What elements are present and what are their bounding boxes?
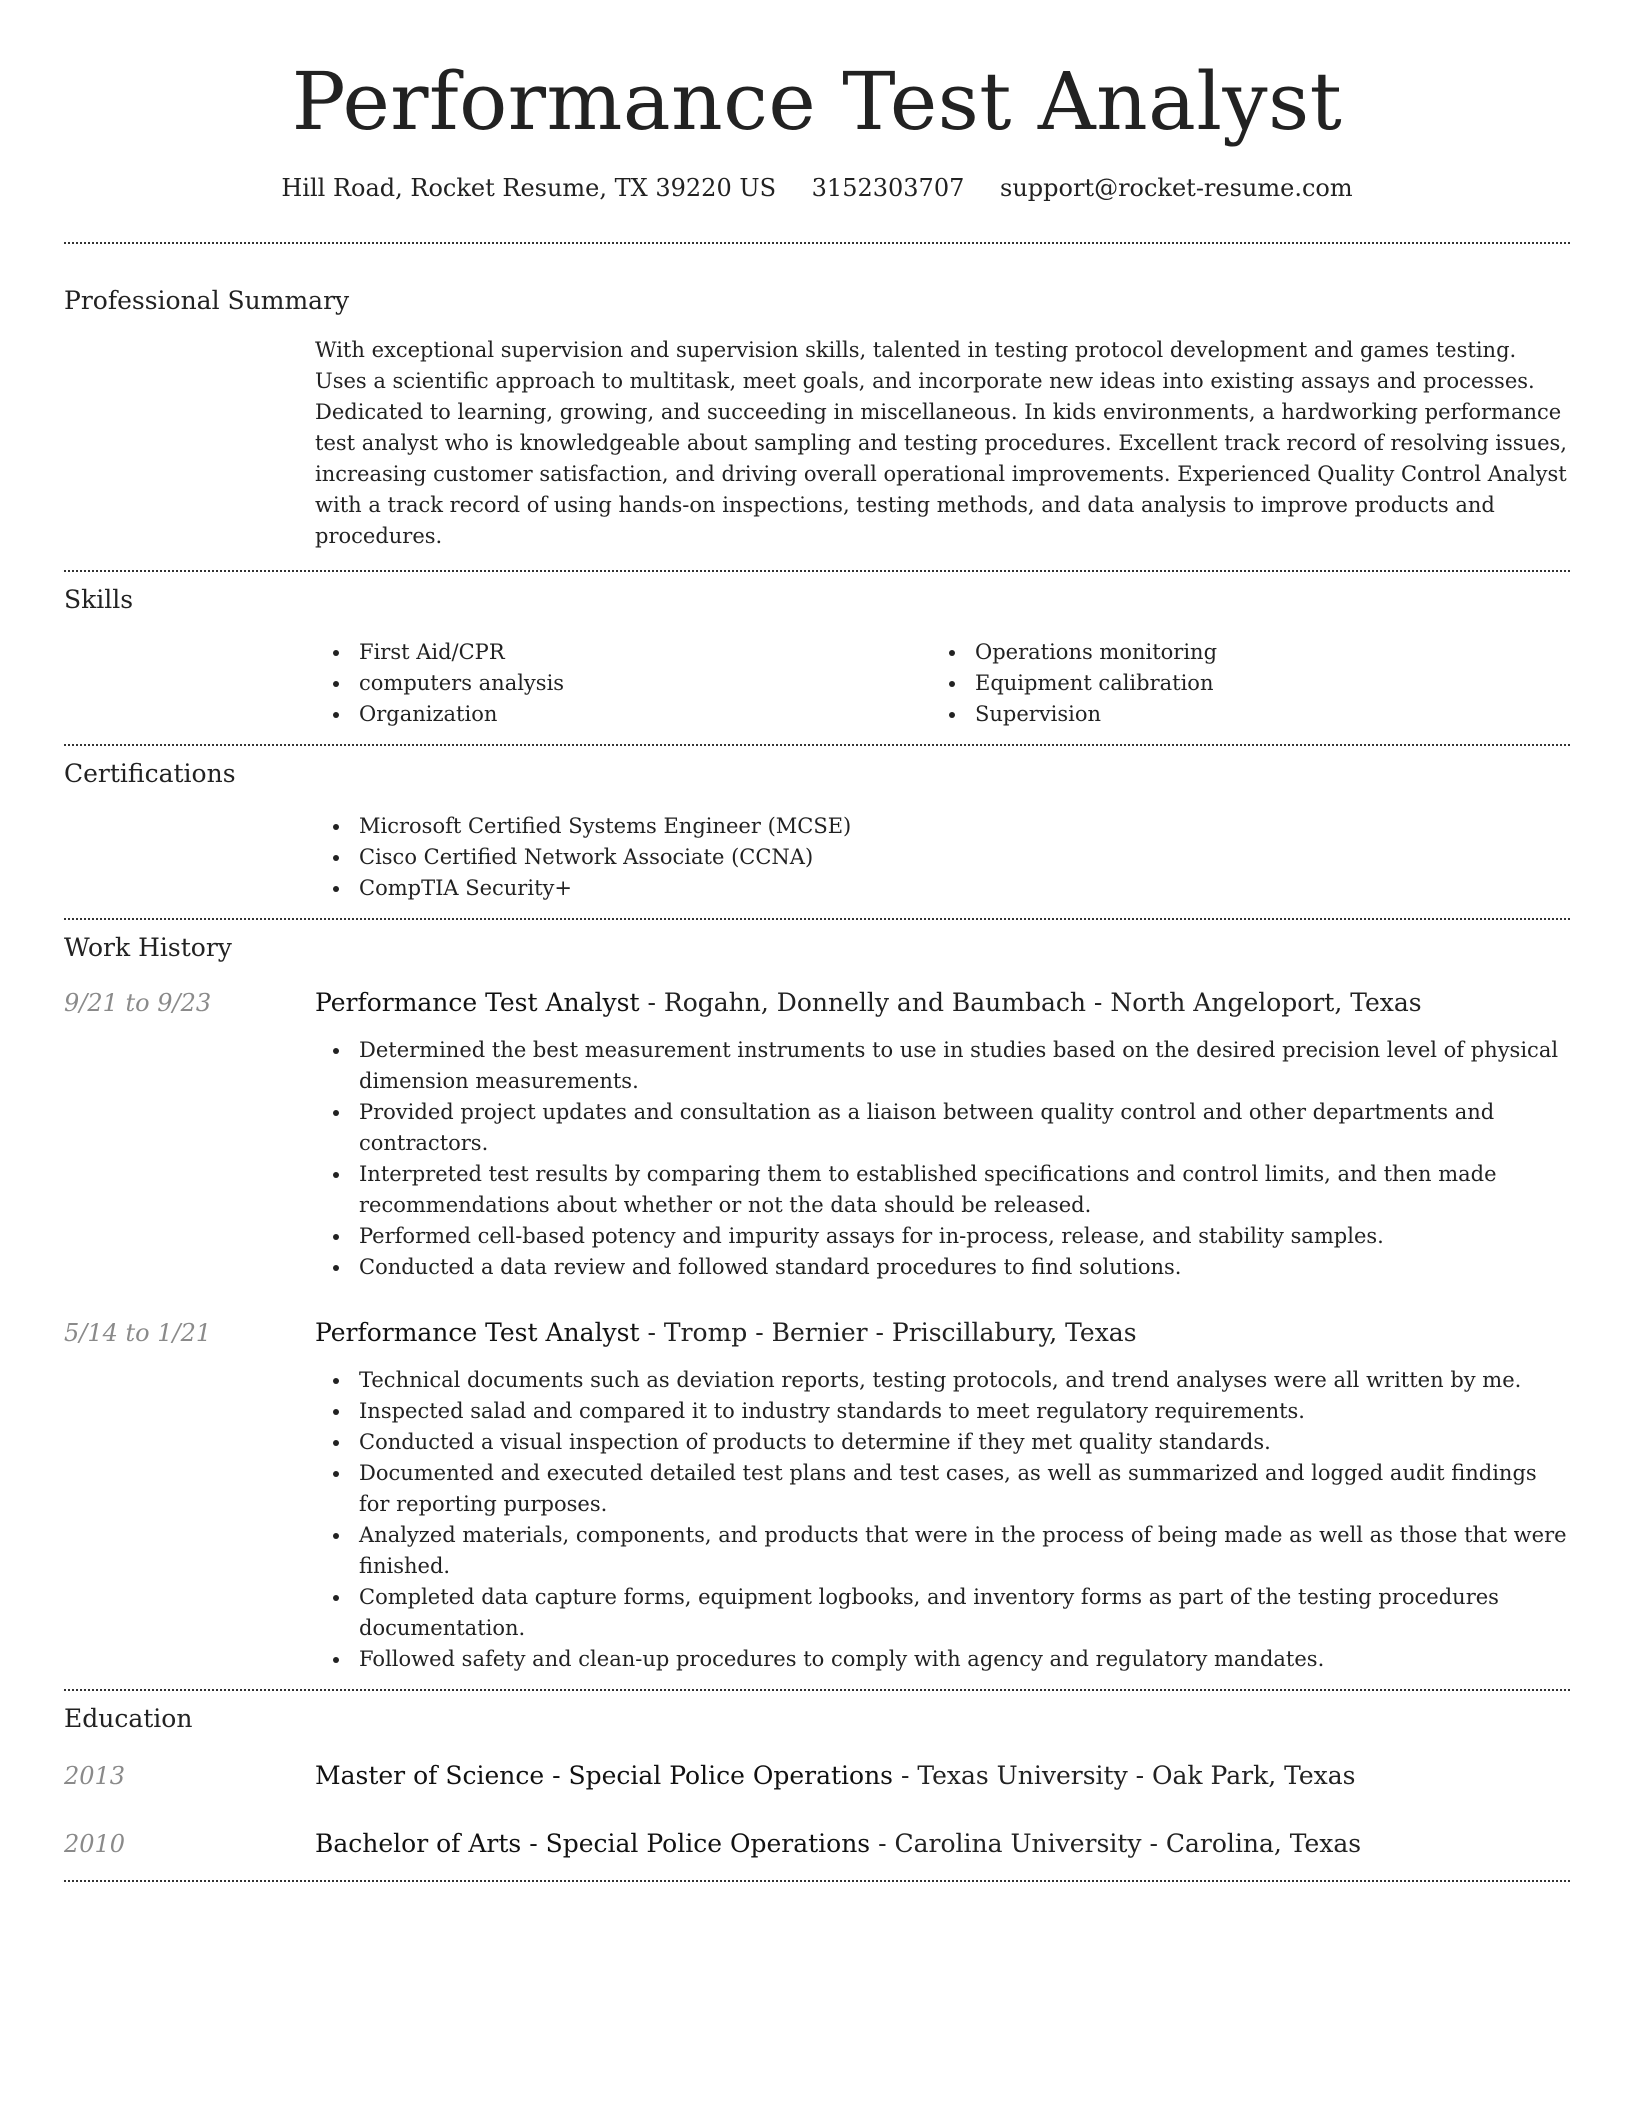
job-role: Performance Test Analyst xyxy=(315,1318,640,1347)
list-item: Technical documents such as deviation reports, testing protocols, and trend analyses were all written by me. xyxy=(315,1365,1570,1396)
divider xyxy=(64,918,1570,920)
skills-list-left xyxy=(315,637,931,730)
job-dates: 5/14 to 1/21 xyxy=(64,1319,212,1347)
list-item: Documented and executed detailed test plans and test cases, as well as summarized and logged audit findings for reporting purposes. xyxy=(315,1458,1570,1520)
education-section xyxy=(64,1702,1570,1860)
section-title-education: Education xyxy=(64,1704,193,1733)
degree: Bachelor of Arts - Special Police Operations xyxy=(315,1829,871,1858)
divider xyxy=(64,744,1570,746)
list-item: Conducted a data review and followed standard procedures to find solutions. xyxy=(315,1252,1570,1283)
divider xyxy=(64,242,1570,244)
job-role: Performance Test Analyst xyxy=(315,988,640,1017)
education-heading xyxy=(315,1828,1361,1860)
resume-page xyxy=(64,0,1570,1882)
education-entry xyxy=(64,1828,1570,1860)
list-item: Equipment calibration xyxy=(931,668,1547,699)
list-item: Cisco Certified Network Associate (CCNA) xyxy=(315,842,1570,873)
education-year: 2013 xyxy=(64,1762,126,1790)
list-item: Interpreted test results by comparing them to established specifications and control limits, and then made recommendations about whether or not the data should be released. xyxy=(315,1159,1570,1221)
job-employer: - Rogahn, Donnelly and Baumbach - North Angeloport, Texas xyxy=(639,988,1422,1017)
job-entry xyxy=(64,987,1570,1283)
section-title-summary: Professional Summary xyxy=(64,286,350,315)
list-item: Followed safety and clean-up procedures to comply with agency and regulatory mandates. xyxy=(315,1644,1570,1675)
job-entry xyxy=(64,1317,1570,1675)
list-item: CompTIA Security+ xyxy=(315,873,1570,904)
section-title-skills: Skills xyxy=(64,585,134,614)
list-item: Inspected salad and compared it to industry standards to meet regulatory requirements. xyxy=(315,1396,1570,1427)
list-item: Organization xyxy=(315,699,931,730)
education-year: 2010 xyxy=(64,1830,126,1858)
skills-section xyxy=(64,583,1570,730)
summary-text: With exceptional supervision and supervision skills, talented in testing protocol development and games testing. Uses a scientific approach to multitask, meet goals, and incorporate new ideas into existing assays and processes. Dedicated to learning, growing, and succeeding in miscellaneous. In kids environments, a hardworking performance test analyst who is knowledgeable about sampling and testing procedures. Excellent track record of resolving issues, increasing customer satisfaction, and driving overall operational improvements. Experienced Quality Control Analyst with a track record of using hands-on inspections, testing methods, and data analysis to improve products and procedures. xyxy=(315,338,1567,548)
contact-line xyxy=(64,172,1570,204)
divider xyxy=(64,1880,1570,1882)
degree: Master of Science - Special Police Operations xyxy=(315,1761,894,1790)
work-section xyxy=(64,931,1570,1675)
list-item: First Aid/CPR xyxy=(315,637,931,668)
education-heading xyxy=(315,1760,1356,1792)
job-bullets xyxy=(315,1365,1570,1675)
job-bullets xyxy=(315,1035,1570,1283)
job-dates: 9/21 to 9/23 xyxy=(64,989,212,1017)
certifications-list xyxy=(315,811,1570,904)
education-entry xyxy=(64,1760,1570,1792)
list-item: Determined the best measurement instruments to use in studies based on the desired precision level of physical dimension measurements. xyxy=(315,1035,1570,1097)
list-item: computers analysis xyxy=(315,668,931,699)
job-heading xyxy=(315,1317,1137,1349)
job-heading xyxy=(315,987,1422,1019)
skills-list-right xyxy=(931,637,1547,730)
certifications-section xyxy=(64,757,1570,904)
list-item: Completed data capture forms, equipment logbooks, and inventory forms as part of the testing procedures documentation. xyxy=(315,1582,1570,1644)
list-item: Microsoft Certified Systems Engineer (MCSE) xyxy=(315,811,1570,842)
list-item: Analyzed materials, components, and products that were in the process of being made as well as those that were finished. xyxy=(315,1520,1570,1582)
job-employer: - Tromp - Bernier - Priscillabury, Texas xyxy=(639,1318,1137,1347)
email-link[interactable]: support@rocket-resume.com xyxy=(1000,174,1353,202)
phone: 3152303707 xyxy=(811,174,965,202)
list-item: Performed cell-based potency and impurity assays for in-process, release, and stability samples. xyxy=(315,1221,1570,1252)
school: - Texas University - Oak Park, Texas xyxy=(893,1761,1356,1790)
list-item: Supervision xyxy=(931,699,1547,730)
list-item: Provided project updates and consultation as a liaison between quality control and other departments and contractors. xyxy=(315,1097,1570,1159)
address: Hill Road, Rocket Resume, TX 39220 US xyxy=(281,174,777,202)
section-title-certifications: Certifications xyxy=(64,759,236,788)
section-title-work: Work History xyxy=(64,933,232,962)
summary-section xyxy=(64,284,1570,552)
list-item: Conducted a visual inspection of products to determine if they met quality standards. xyxy=(315,1427,1570,1458)
divider xyxy=(64,570,1570,572)
list-item: Operations monitoring xyxy=(931,637,1547,668)
divider xyxy=(64,1689,1570,1691)
school: - Carolina University - Carolina, Texas xyxy=(870,1829,1362,1858)
candidate-name: Performance Test Analyst xyxy=(291,55,1343,148)
